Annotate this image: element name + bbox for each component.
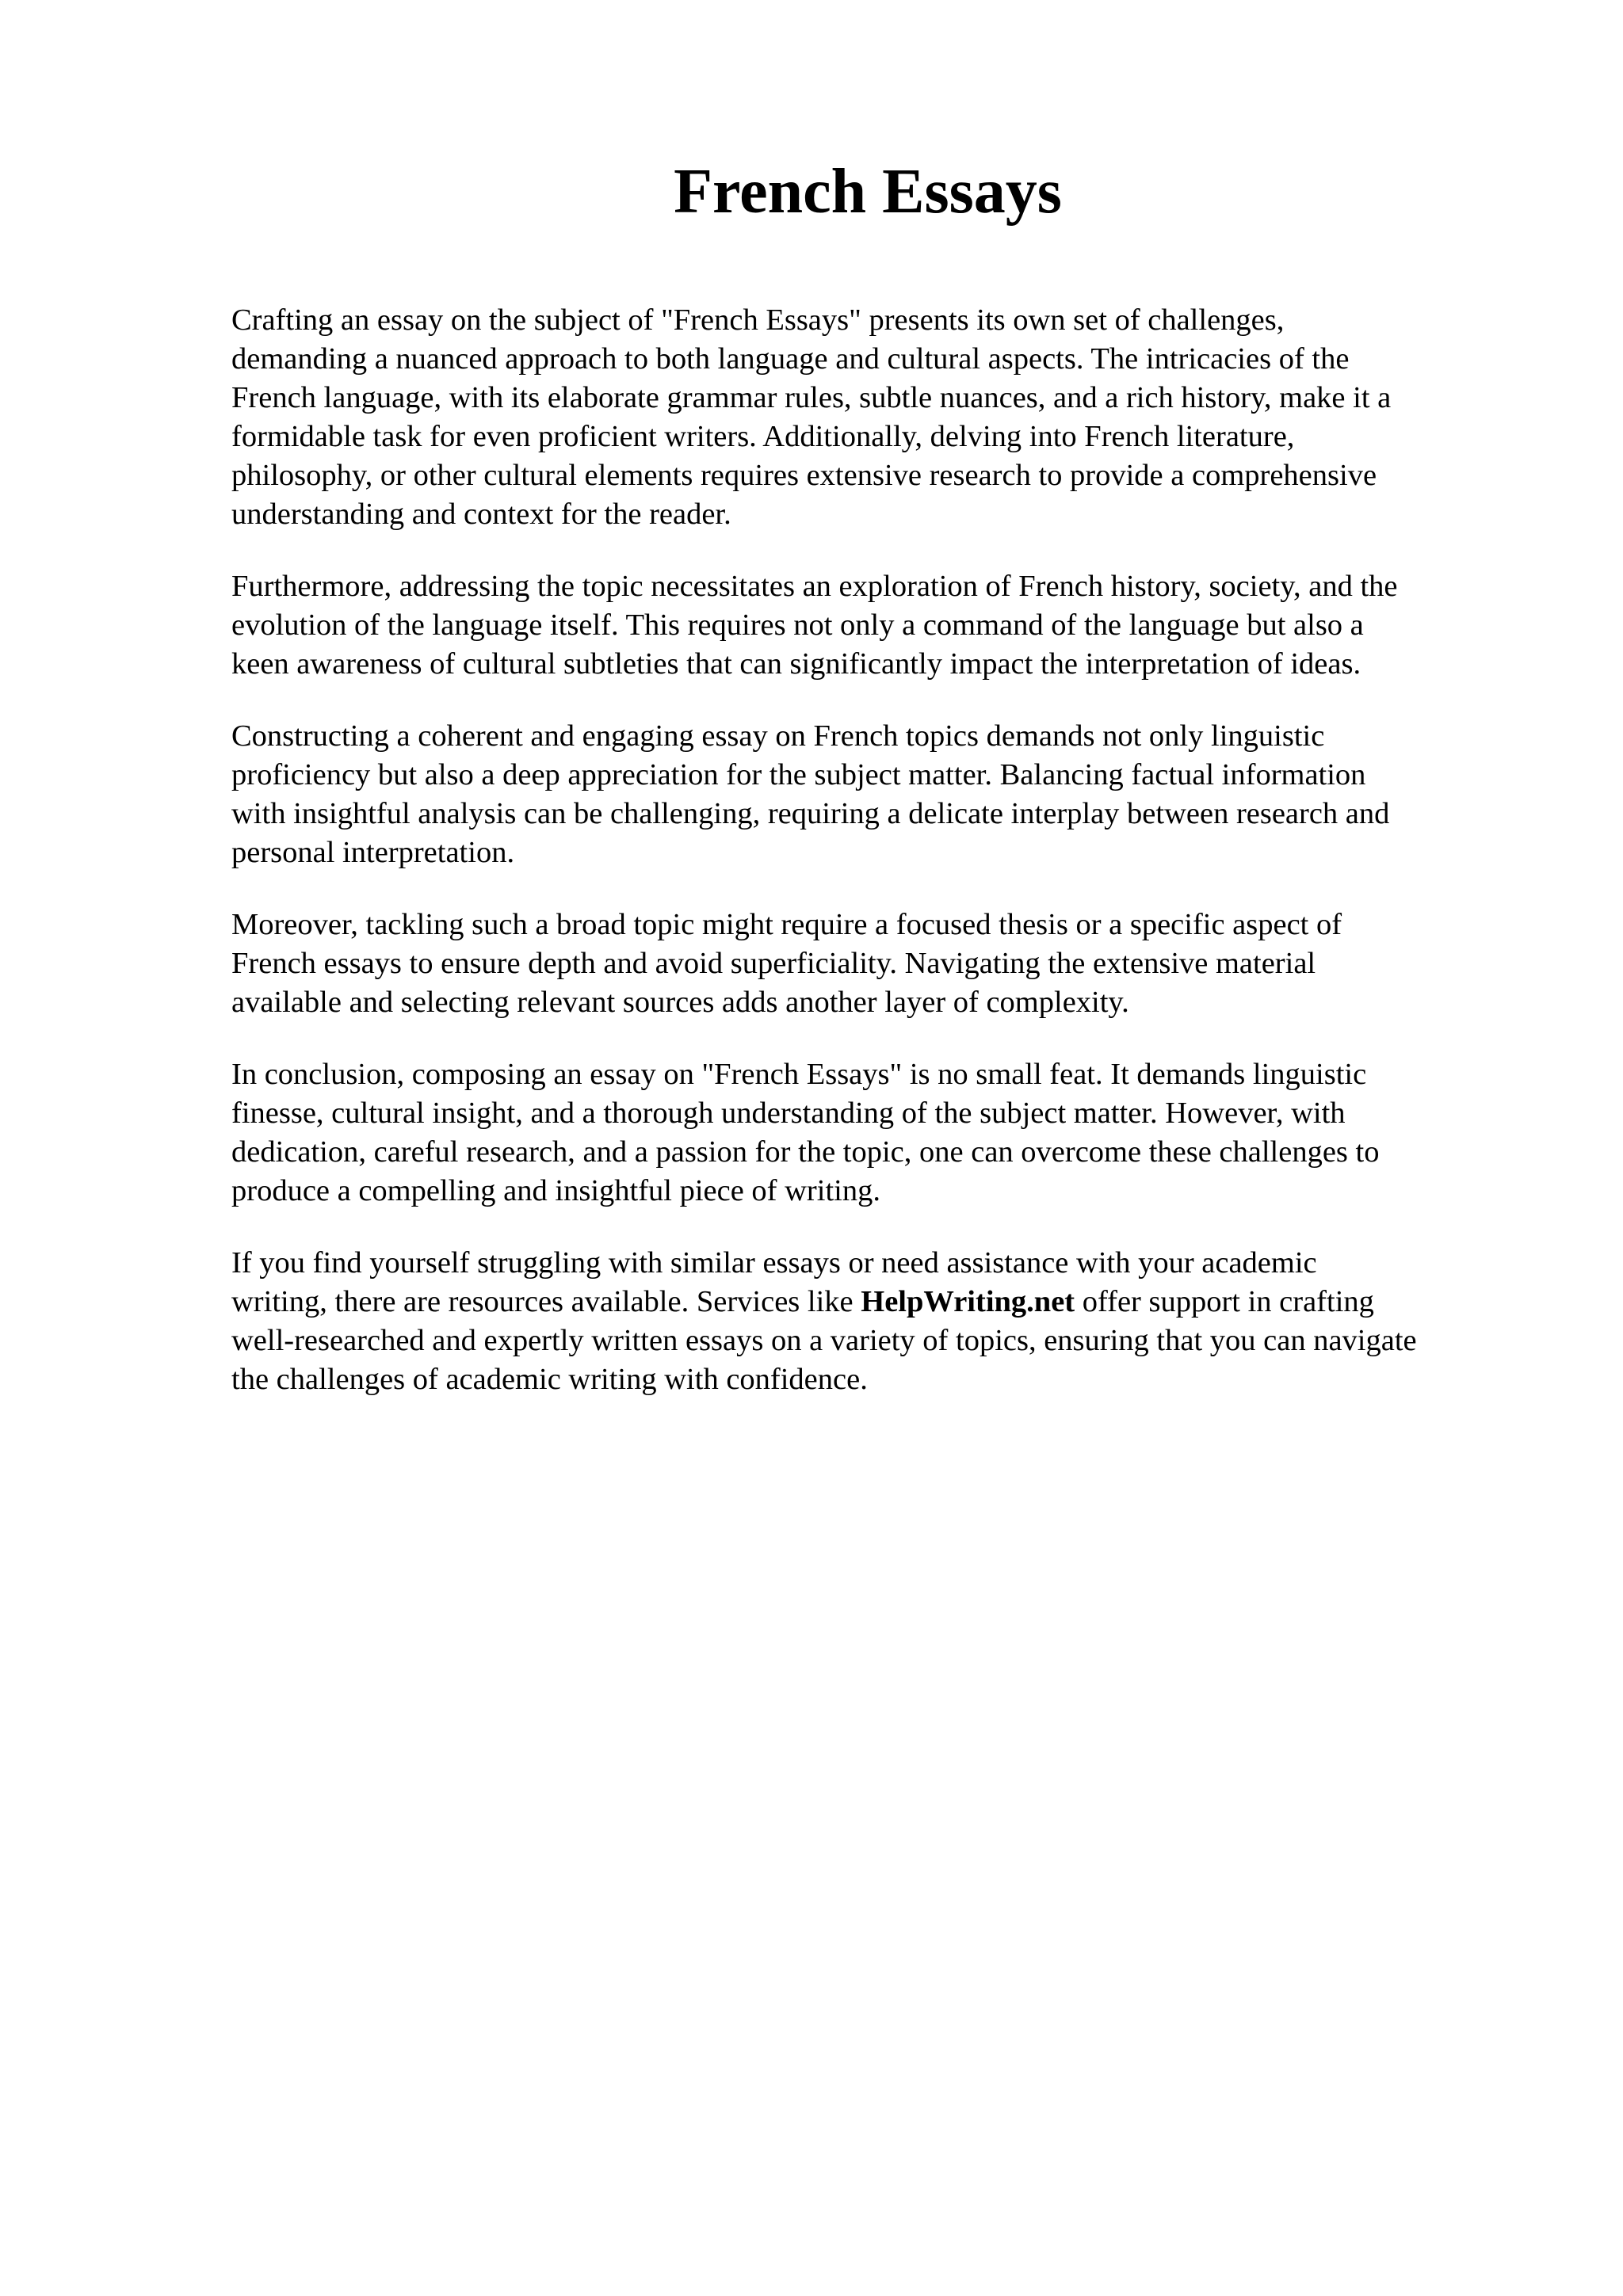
paragraph-line: dedication, careful research, and a passion for the topic, one can overcome these challenges to bbox=[231, 1135, 1380, 1169]
paragraph-line: philosophy, or other cultural elements requires extensive research to provide a comprehensive bbox=[231, 459, 1377, 492]
paragraph-line: keen awareness of cultural subtleties that can significantly impact the interpretation of ideas. bbox=[231, 647, 1361, 681]
paragraph-line: with insightful analysis can be challenging, requiring a delicate interplay between research and bbox=[231, 797, 1390, 830]
paragraph-6 bbox=[231, 1244, 1531, 1399]
paragraph-line: French language, with its elaborate grammar rules, subtle nuances, and a rich history, make it a bbox=[231, 381, 1392, 414]
paragraph-line: Constructing a coherent and engaging essay on French topics demands not only linguistic bbox=[231, 719, 1325, 753]
paragraph-line: personal interpretation. bbox=[231, 836, 515, 869]
paragraph-line: Furthermore, addressing the topic necessitates an exploration of French history, society, and the bbox=[231, 570, 1398, 603]
paragraph-1 bbox=[231, 301, 1531, 534]
paragraph-2 bbox=[231, 567, 1531, 684]
paragraph-5 bbox=[231, 1055, 1531, 1211]
helpwriting-brand-name: HelpWriting.net bbox=[861, 1285, 1075, 1318]
paragraph-line: In conclusion, composing an essay on "French Essays" is no small feat. It demands linguistic bbox=[231, 1058, 1367, 1091]
paragraph-line bbox=[231, 1283, 1531, 1322]
paragraph-line: well-researched and expertly written essays on a variety of topics, ensuring that you can navigate bbox=[231, 1324, 1417, 1357]
paragraph-line: produce a compelling and insightful piece of writing. bbox=[231, 1174, 880, 1207]
paragraph-line: proficiency but also a deep appreciation for the subject matter. Balancing factual information bbox=[231, 758, 1366, 791]
paragraph-line: demanding a nuanced approach to both language and cultural aspects. The intricacies of the bbox=[231, 342, 1350, 376]
document-title: French Essays bbox=[674, 157, 1062, 227]
paragraph-3 bbox=[231, 717, 1531, 872]
paragraph-line: French essays to ensure depth and avoid superficiality. Navigating the extensive material bbox=[231, 947, 1316, 980]
paragraph-text: writing, there are resources available. Services like bbox=[231, 1285, 861, 1318]
paragraph-line: If you find yourself struggling with similar essays or need assistance with your academic bbox=[231, 1246, 1317, 1280]
paragraph-line: the challenges of academic writing with confidence. bbox=[231, 1363, 868, 1396]
paragraph-line: understanding and context for the reader. bbox=[231, 498, 731, 531]
paragraph-line: Crafting an essay on the subject of "French Essays" presents its own set of challenges, bbox=[231, 303, 1285, 337]
paragraph-line: available and selecting relevant sources adds another layer of complexity. bbox=[231, 986, 1129, 1019]
paragraph-line: evolution of the language itself. This requires not only a command of the language but also a bbox=[231, 608, 1364, 642]
paragraph-line: formidable task for even proficient writers. Additionally, delving into French literature, bbox=[231, 420, 1295, 453]
document-body bbox=[231, 301, 1531, 1432]
paragraph-text: offer support in crafting bbox=[1075, 1285, 1374, 1318]
paragraph-line: Moreover, tackling such a broad topic might require a focused thesis or a specific aspect of bbox=[231, 908, 1342, 941]
paragraph-4 bbox=[231, 906, 1531, 1022]
paragraph-line: finesse, cultural insight, and a thorough understanding of the subject matter. However, with bbox=[231, 1097, 1346, 1130]
